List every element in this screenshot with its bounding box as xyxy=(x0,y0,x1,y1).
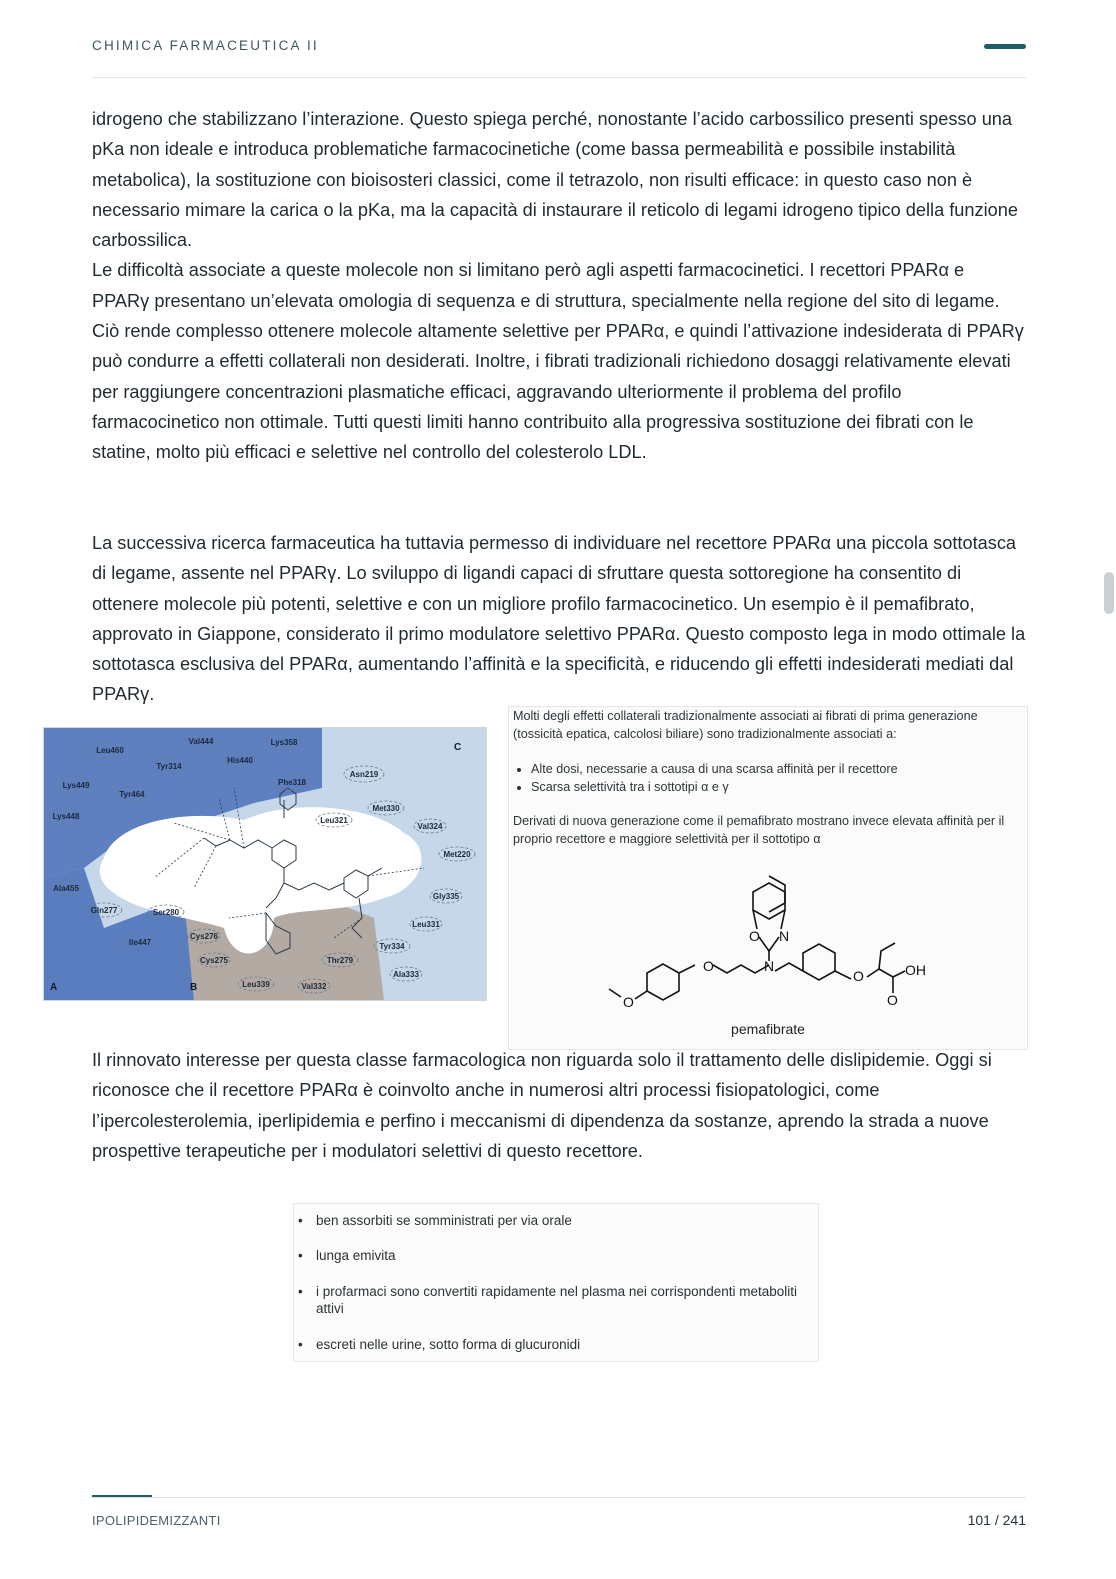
scroll-side-tab[interactable] xyxy=(1104,572,1114,614)
footer-divider xyxy=(92,1497,1026,1498)
paragraph-1 xyxy=(92,104,1026,468)
residue-label: Val332 xyxy=(301,982,327,991)
residue-label: Asn219 xyxy=(349,770,379,779)
pemafibrate-structure xyxy=(509,847,1027,1022)
residue-label: Lys358 xyxy=(270,738,298,747)
header-title: CHIMICA FARMACEUTICA II xyxy=(92,38,319,53)
residue-label: Cys276 xyxy=(189,932,219,941)
side-effects-list xyxy=(513,760,1011,796)
residue-label: Tyr464 xyxy=(119,790,145,799)
residue-label: Leu321 xyxy=(320,816,348,825)
residue-label: Phe318 xyxy=(277,778,307,787)
atom-n-label: N xyxy=(779,928,790,944)
residue-label: Tyr314 xyxy=(156,762,182,771)
paragraph-3-text: Il rinnovato interesse per questa classe farmacologica non riguarda solo il trattamento delle dislipidemie. Oggi si riconosce che il recettore PPARα è coinvolto anche in numerosi altri processi fisiopatologici, come l’ipercolesterolemia, iperlipidemia e perfino i meccanismi di dipendenza da sostanze, aprendo la strada a nuove prospettive terapeutiche per i modulatori selettivi di questo recettore. xyxy=(92,1050,992,1161)
residue-label: Met220 xyxy=(443,850,471,859)
residue-label: Val444 xyxy=(188,737,214,746)
atom-o-label: O xyxy=(749,928,760,944)
residue-label: Ile447 xyxy=(128,938,152,947)
summary-item: • escreti nelle urine, sotto forma di glucuronidi xyxy=(316,1336,812,1353)
residue-label: His440 xyxy=(227,756,253,765)
panel-label-c: C xyxy=(454,742,462,753)
molecule-name: pemafibrate xyxy=(731,1021,805,1037)
residue-label: Gln277 xyxy=(90,906,118,915)
paragraph-1b: Le difficoltà associate a queste molecole non si limitano però agli aspetti farmacocinetici. I recettori PPARα e PPARγ presentano un’elevata omologia di sequenza e di struttura, specialmente nella regione del sito di legame. Ciò rende complesso ottenere molecole altamente selettive per PPARα, e quindi l’attivazione indesiderata di PPARγ può condurre a effetti collaterali non desiderati. Inoltre, i fibrati tradizionali richiedono dosaggi relativamente elevati per raggiungere concentrazioni plasmatiche efficaci, aggravando ulteriormente il problema del profilo farmacocinetico non ottimale. Tutti questi limiti hanno contribuito alla progressiva sostituzione dei fibrati con le statine, molto più efficaci e selettive nel controllo del colesterolo LDL. xyxy=(92,260,1024,463)
atom-oh-label: OH xyxy=(905,962,926,978)
residue-label: Met330 xyxy=(372,804,400,813)
summary-item: • i profarmaci sono convertiti rapidamente nel plasma nei corrispondenti metaboliti attivi xyxy=(316,1283,812,1317)
atom-o-label: O xyxy=(887,992,898,1008)
summary-item: • ben assorbiti se somministrati per via orale xyxy=(316,1212,812,1229)
residue-label: Lys449 xyxy=(62,781,90,790)
residue-label: Lys448 xyxy=(52,812,80,821)
residue-label: Gly335 xyxy=(432,892,460,901)
residue-label: Val324 xyxy=(417,822,443,831)
footer-section: IPOLIPIDEMIZZANTI xyxy=(92,1513,221,1528)
atom-o-label: O xyxy=(703,958,714,974)
pemafibrate-note-figure xyxy=(508,706,1028,1050)
side-effects-item: • Alte dosi, necessarie a causa di una scarsa affinità per il recettore xyxy=(531,760,1011,778)
header-divider xyxy=(92,77,1026,78)
atom-o-label: O xyxy=(853,968,864,984)
panel-label-a: A xyxy=(50,982,58,993)
residue-label: Ser280 xyxy=(152,908,180,917)
residue-label: Ala333 xyxy=(393,970,419,979)
summary-item: • lunga emivita xyxy=(316,1247,812,1264)
pharmacokinetics-summary-box xyxy=(293,1203,819,1362)
panel-label-b: B xyxy=(190,982,198,993)
paragraph-2 xyxy=(92,528,1026,710)
paragraph-2-text: La successiva ricerca farmaceutica ha tuttavia permesso di individuare nel recettore PPARα una piccola sottotasca di legame, assente nel PPARγ. Lo sviluppo di ligandi capaci di sfruttare questa sottoregione ha consentito di ottenere molecole più potenti, selettive e con un migliore profilo farmacocinetico. Un esempio è il pemafibrato, approvato in Giappone, considerato il primo modulatore selettivo PPARα. Questo composto lega in modo ottimale la sottotasca esclusiva del PPARα, aumentando l’affinità e la specificità, e riducendo gli effetti indesiderati mediati dal PPARγ. xyxy=(92,533,1026,705)
side-effects-intro: Molti degli effetti collaterali tradizionalmente associati ai fibrati di prima generazione (tossicità epatica, calcolosi biliare) sono tradizionalmente associati a: xyxy=(513,709,978,741)
residue-label: Leu460 xyxy=(96,746,124,755)
side-effects-item: • Scarsa selettività tra i sottotipi α e γ xyxy=(531,778,1011,796)
binding-site-figure xyxy=(43,727,487,1001)
residue-label: Cys275 xyxy=(199,956,229,965)
atom-o-label: O xyxy=(623,994,634,1010)
residue-label: Tyr334 xyxy=(379,942,405,951)
residue-label: Leu331 xyxy=(412,920,440,929)
paragraph-3 xyxy=(92,1045,1026,1166)
new-generation-note: Derivati di nuova generazione come il pemafibrato mostrano invece elevata affinità per il proprio recettore e maggiore selettività per il sottotipo α xyxy=(513,814,1005,846)
residue-label: Leu339 xyxy=(242,980,270,989)
residue-label: Ala455 xyxy=(53,884,79,893)
atom-n-label: N xyxy=(764,958,775,974)
binding-site-diagram xyxy=(44,728,486,1000)
header-accent-bar xyxy=(984,44,1026,49)
page-number: 101 / 241 xyxy=(967,1512,1026,1528)
paragraph-1a: idrogeno che stabilizzano l’interazione. Questo spiega perché, nonostante l’acido carbossilico presenti spesso una pKa non ideale e introduca problematiche farmacocinetiche (come bassa permeabilità e possibile instabilità metabolica), la sostituzione con bioisosteri classici, come il tetrazolo, non risulti efficace: in questo caso non è necessario mimare la carica o la pKa, ma la capacità di instaurare il reticolo di legami idrogeno tipico della funzione carbossilica. xyxy=(92,109,1019,251)
residue-label: Thr279 xyxy=(326,956,354,965)
